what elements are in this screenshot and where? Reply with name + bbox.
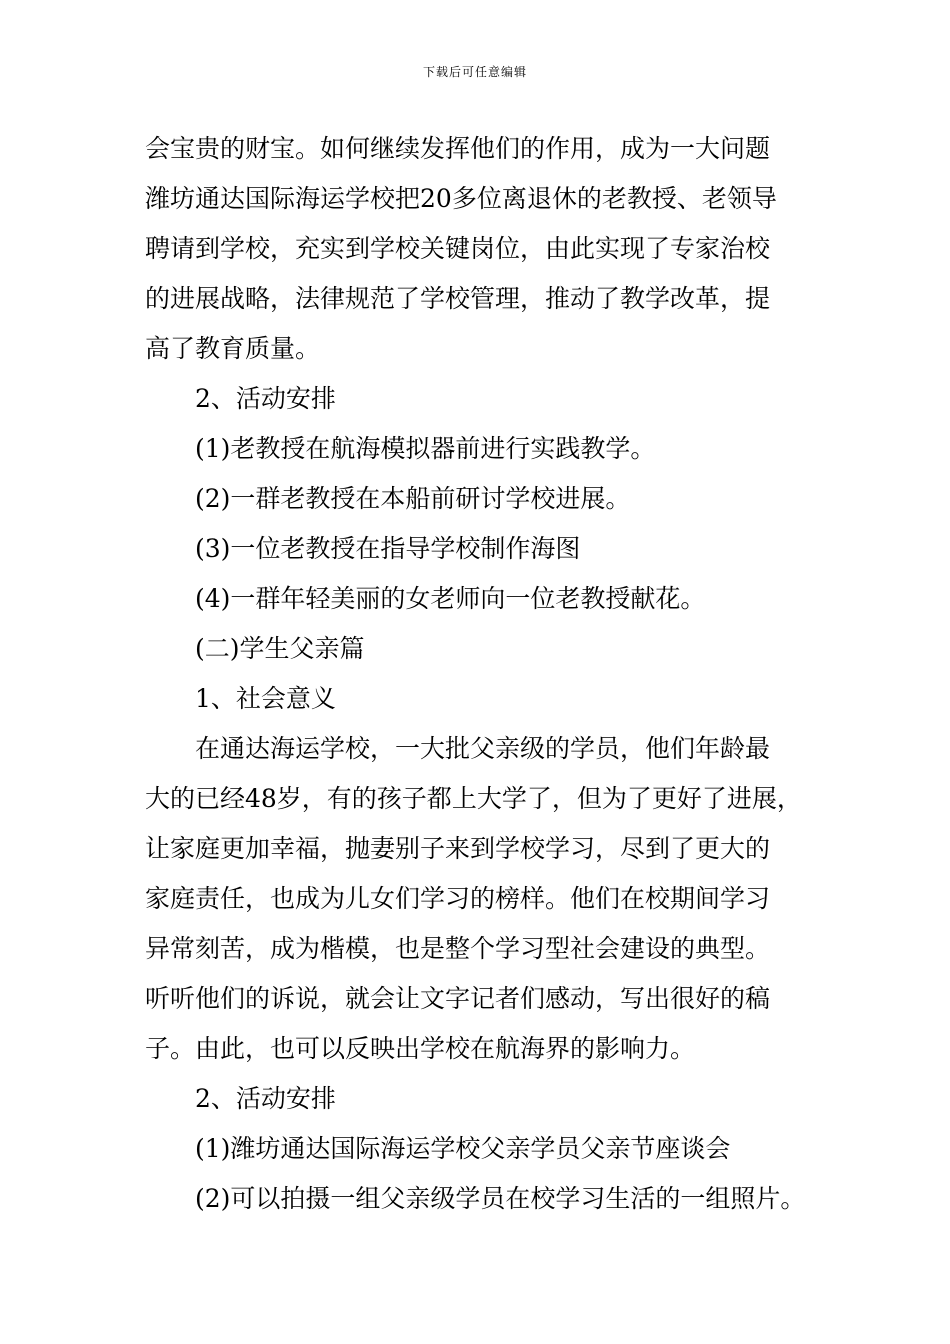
list-item: (3)一位老教授在指导学校制作海图 (195, 534, 581, 563)
body-line: 聘请到学校，充实到学校关键岗位，由此实现了专家治校 (145, 234, 771, 263)
body-line: 高了教育质量。 (145, 334, 321, 363)
list-item: (2)可以拍摄一组父亲级学员在校学习生活的一组照片。 (195, 1184, 806, 1213)
body-line: 的进展战略，法律规范了学校管理，推动了教学改革，提 (145, 284, 771, 313)
list-item: (2)一群老教授在本船前研讨学校进展。 (195, 484, 631, 513)
body-line: 大的已经48岁，有的孩子都上大学了，但为了更好了进展， (145, 784, 802, 813)
page-header: 下载后可任意编辑 (422, 65, 527, 79)
body-line: 让家庭更加幸福，抛妻别子来到学校学习，尽到了更大的 (145, 834, 771, 863)
list-item: (4)一群年轻美丽的女老师向一位老教授献花。 (195, 584, 706, 613)
list-item: (1)老教授在航海模拟器前进行实践教学。 (195, 434, 656, 463)
section-heading: 2、活动安排 (195, 1084, 336, 1113)
body-line: 会宝贵的财宝。如何继续发挥他们的作用，成为一大问题 (145, 134, 771, 163)
section-heading: 2、活动安排 (195, 384, 336, 413)
body-line: 听听他们的诉说，就会让文字记者们感动，写出很好的稿 (145, 984, 771, 1013)
section-heading: (二)学生父亲篇 (195, 634, 365, 663)
body-line: 潍坊通达国际海运学校把20多位离退休的老教授、老领导 (145, 184, 777, 213)
body-line: 异常刻苦，成为楷模，也是整个学习型社会建设的典型。 (145, 934, 771, 963)
body-line: 在通达海运学校，一大批父亲级的学员，他们年龄最 (195, 734, 771, 763)
list-item: (1)潍坊通达国际海运学校父亲学员父亲节座谈会 (195, 1134, 731, 1163)
body-line: 家庭责任，也成为儿女们学习的榜样。他们在校期间学习 (145, 884, 771, 913)
body-line: 子。由此，也可以反映出学校在航海界的影响力。 (145, 1034, 696, 1063)
section-heading: 1、社会意义 (195, 684, 336, 713)
